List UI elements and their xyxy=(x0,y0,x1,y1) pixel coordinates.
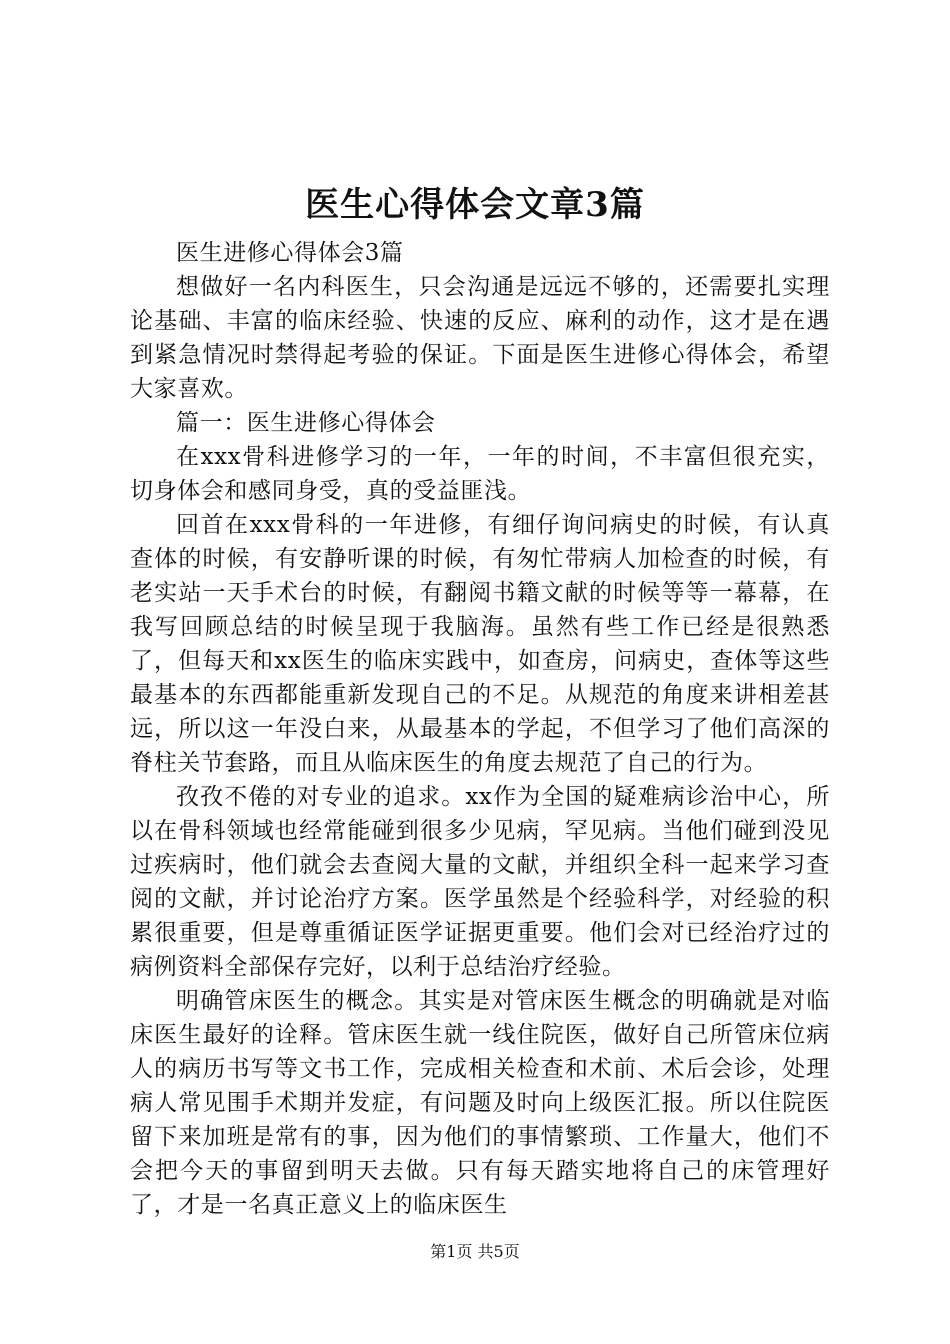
paragraph-body: 在xxx骨科进修学习的一年，一年的时间，不丰富但很充实，切身体会和感同身受，真的受益匪浅。 xyxy=(130,444,830,504)
document-body xyxy=(130,236,830,1222)
paragraph-body: 明确管床医生的概念。其实是对管床医生概念的明确就是对临床医生最好的诠释。管床医生就一线住院医，做好自己所管床位病人的病历书写等文书工作，完成相关检查和术前、术后会诊，处理病人常见围手术期并发症，有问题及时向上级医汇报。所以住院医留下来加班是常有的事，因为他们的事情繁琐、工作量大，他们不会把今天的事留到明天去做。只有每天踏实地将自己的床管理好了，才是一名真正意义上的临床医生 xyxy=(130,988,830,1218)
paragraph-section-heading: 篇一：医生进修心得体会 xyxy=(176,410,436,436)
document-title: 医生心得体会文章3篇 xyxy=(305,185,645,225)
page-number: 第1页 共5页 xyxy=(430,1242,520,1261)
paragraph-body: 孜孜不倦的对专业的追求。xx作为全国的疑难病诊治中心，所以在骨科领域也经常能碰到很多少见病，罕见病。当他们碰到没见过疾病时，他们就会去查阅大量的文献，并组织全科一起来学习查阅的文献，并讨论治疗方案。医学虽然是个经验科学，对经验的积累很重要，但是尊重循证医学证据更重要。他们会对已经治疗过的病例资料全部保存完好，以利于总结治疗经验。 xyxy=(130,784,830,980)
paragraph-intro: 想做好一名内科医生，只会沟通是远远不够的，还需要扎实理论基础、丰富的临床经验、快速的反应、麻利的动作，这才是在遇到紧急情况时禁得起考验的保证。下面是医生进修心得体会，希望大家喜欢。 xyxy=(130,274,830,402)
paragraph-body: 回首在xxx骨科的一年进修，有细仔询问病史的时候，有认真查体的时候，有安静听课的时候，有匆忙带病人加检查的时候，有老实站一天手术台的时候，有翻阅书籍文献的时候等等一幕幕，在我写回顾总结的时候呈现于我脑海。虽然有些工作已经是很熟悉了，但每天和xx医生的临床实践中，如查房，问病史，查体等这些最基本的东西都能重新发现自己的不足。从规范的角度来讲相差甚远，所以这一年没白来，从最基本的学起，不但学习了他们高深的脊柱关节套路，而且从临床医生的角度去规范了自己的行为。 xyxy=(130,512,830,776)
paragraph-subtitle: 医生进修心得体会3篇 xyxy=(176,240,404,266)
